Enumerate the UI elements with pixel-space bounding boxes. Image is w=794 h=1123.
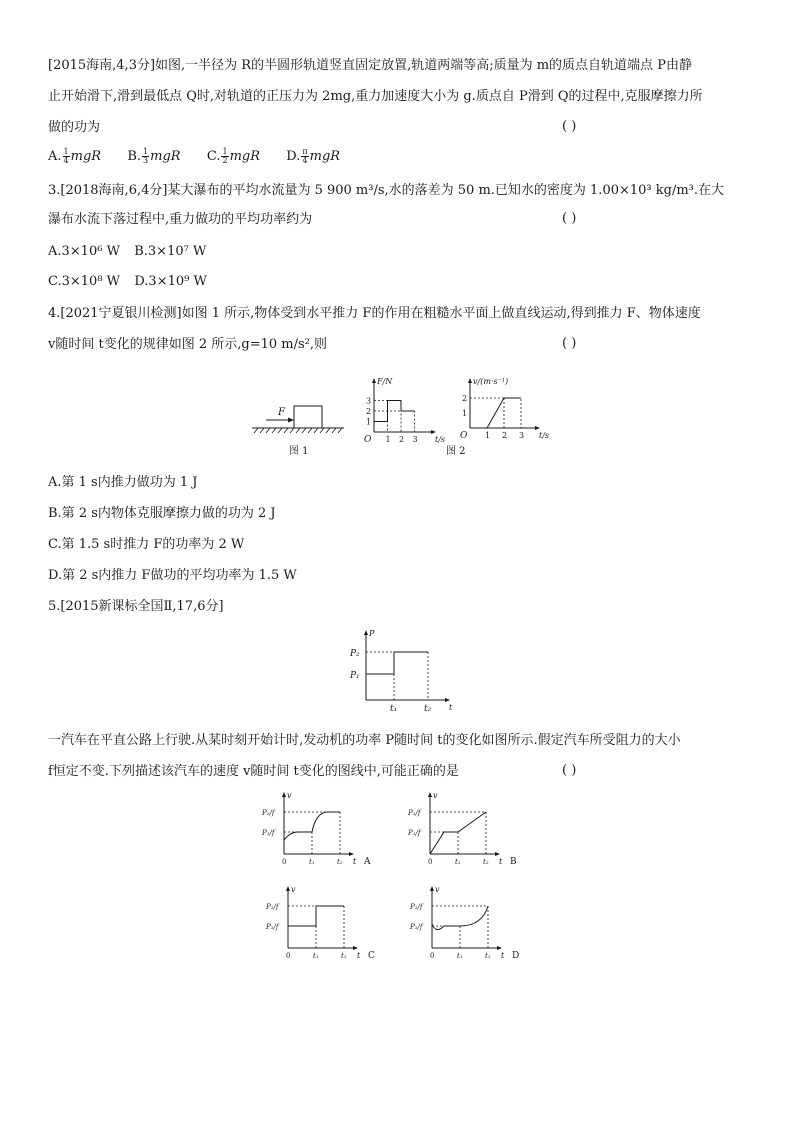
q2-line-2: 止开始滑下,滑到最低点 Q时,对轨道的正压力为 2mg,重力加速度大小为 g.质点自 P滑到 Q的过程中,克服摩擦力所 xyxy=(48,89,703,104)
x-axis-arrow xyxy=(445,698,450,702)
q2-option-b[interactable]: B. $\frac{1}{3}$ mgR xyxy=(127,147,181,165)
x-tick-label: 2 xyxy=(502,431,508,440)
y-tick-label: P₂/f xyxy=(408,809,421,817)
y-tick-label: P₁/f xyxy=(262,829,275,837)
y-tick-label: 3 xyxy=(366,396,372,406)
q3-options-row-2 xyxy=(48,273,207,291)
q4-fig2-caption: 图 2 xyxy=(446,446,466,457)
q5-option-c-chart[interactable] xyxy=(266,884,386,966)
x-axis-label: t xyxy=(449,703,453,712)
y-axis-arrow xyxy=(282,792,286,797)
x-axis-arrow xyxy=(497,946,502,950)
block xyxy=(294,406,322,428)
q2-line-3: 做的功为 xyxy=(48,120,101,135)
q4-ft-chart xyxy=(362,368,452,446)
q4-option-b[interactable]: B.第 2 s内物体克服摩擦力做的功为 2 J xyxy=(48,506,276,521)
y-axis-label: v/(m·s⁻¹) xyxy=(473,377,509,386)
x-tick-label: 0 xyxy=(282,858,287,866)
y-axis-label: v xyxy=(291,885,296,894)
power-line xyxy=(366,652,428,674)
y-axis-label: v xyxy=(435,885,440,894)
y-tick-label: 1 xyxy=(462,409,468,418)
x-tick-label: 0 xyxy=(428,858,433,866)
y-tick-label: 2 xyxy=(366,407,372,416)
y-tick-label: P₁/f xyxy=(408,829,421,837)
q3-options-row-1 xyxy=(48,243,206,261)
x-tick-label: 1 xyxy=(385,435,391,444)
q4-figure-1 xyxy=(248,398,348,438)
x-tick-label: t₂ xyxy=(483,858,489,866)
q3-option-a[interactable]: A.3×10⁶ W xyxy=(48,244,120,259)
x-tick-label: t₁ xyxy=(455,858,461,866)
q3-option-d[interactable]: D.3×10⁹ W xyxy=(134,274,207,289)
q5-pt-chart xyxy=(340,628,460,716)
x-tick-label: t₁ xyxy=(457,952,463,960)
y-tick-label: P₂ xyxy=(350,649,360,659)
y-axis-label: P xyxy=(369,629,375,638)
q5-text-1: 一汽车在平直公路上行驶.从某时刻开始计时,发动机的功率 P随时间 t的变化如图所示.假定汽车所受阻力的大小 xyxy=(48,733,681,748)
q5-option-d-chart[interactable] xyxy=(410,884,530,966)
q4-option-c[interactable]: C.第 1.5 s时推力 F的功率为 2 W xyxy=(48,537,245,552)
x-axis-label: t xyxy=(501,951,505,960)
y-axis-label: F/N xyxy=(377,377,393,386)
q4-fig1-caption: 图 1 xyxy=(289,446,309,457)
velocity-curve xyxy=(288,906,344,926)
x-axis-label: t xyxy=(357,951,361,960)
velocity-curve xyxy=(284,812,340,840)
velocity-line xyxy=(470,398,521,428)
q2-option-a[interactable]: A. $\frac{1}{4}$ mgR xyxy=(48,147,102,165)
force-label: F xyxy=(278,407,285,418)
x-axis-label: t/s xyxy=(435,435,446,444)
x-tick-label: t₂ xyxy=(337,858,343,866)
q4-option-a[interactable]: A.第 1 s内推力做功为 1 J xyxy=(48,475,198,490)
x-tick-label: 3 xyxy=(519,431,525,440)
x-tick-label: t₁ xyxy=(309,858,315,866)
x-axis-arrow xyxy=(431,430,436,434)
x-tick-label: t₂ xyxy=(485,952,491,960)
x-tick-label: 0 xyxy=(286,952,291,960)
y-tick-label: 2 xyxy=(462,394,468,403)
x-axis-arrow xyxy=(495,852,500,856)
x-axis-arrow xyxy=(535,426,540,430)
x-tick-label: 3 xyxy=(412,435,418,444)
x-tick-label: 1 xyxy=(485,431,491,440)
q5-line-1: 5.[2015新课标全国Ⅱ,17,6分] xyxy=(48,599,224,614)
y-axis-arrow xyxy=(468,378,472,383)
q4-option-d[interactable]: D.第 2 s内推力 F做功的平均功率为 1.5 W xyxy=(48,568,297,583)
x-tick-label: t₁ xyxy=(313,952,319,960)
option-letter: A xyxy=(364,857,371,867)
q3-option-c[interactable]: C.3×10⁸ W xyxy=(48,274,121,289)
q2-option-d[interactable]: D. $\frac{\pi}{4}$ mgR xyxy=(286,147,341,165)
x-axis-arrow xyxy=(353,946,358,950)
q4-line-2: v随时间 t变化的规律如图 2 所示,g=10 m/s²,则 xyxy=(48,337,327,352)
x-tick-label: t₂ xyxy=(424,704,432,714)
x-tick-label: 0 xyxy=(430,952,435,960)
y-axis-arrow xyxy=(286,886,290,891)
origin-label: O xyxy=(364,435,372,445)
q3-option-b[interactable]: B.3×10⁷ W xyxy=(134,244,207,259)
q3-line-2: 瀑布水流下落过程中,重力做功的平均功率约为 xyxy=(48,212,313,227)
origin-label: O xyxy=(460,431,468,441)
q5-text-2: f恒定不变.下列描述该汽车的速度 v随时间 t变化的图线中,可能正确的是 xyxy=(48,764,459,779)
y-axis-arrow xyxy=(364,630,368,635)
q5-answer-paren: ( ) xyxy=(562,763,577,778)
y-axis-arrow xyxy=(428,792,432,797)
q4-line-1: 4.[2021宁夏银川检测]如图 1 所示,物体受到水平推力 F的作用在粗糙水平面上做直线运动,得到推力 F、物体速度 xyxy=(48,306,701,321)
y-axis-arrow xyxy=(430,886,434,891)
q3-line-1: 3.[2018海南,6,4分]某大瀑布的平均水流量为 5 900 m³/s,水的落差为 50 m.已知水的密度为 1.00×10³ kg/m³.在大 xyxy=(48,183,725,198)
q2-options xyxy=(48,148,340,166)
x-axis-arrow xyxy=(349,852,354,856)
q5-option-a-chart[interactable] xyxy=(262,790,382,870)
y-axis-label: v xyxy=(433,791,438,800)
q2-answer-paren: ( ) xyxy=(562,119,577,134)
y-axis-label: v xyxy=(287,791,292,800)
option-letter: B xyxy=(510,857,517,867)
x-tick-label: t₂ xyxy=(341,952,347,960)
y-tick-label: P₁ xyxy=(350,671,360,681)
q4-answer-paren: ( ) xyxy=(562,336,577,351)
y-tick-label: P₁/f xyxy=(410,923,423,931)
q2-option-c[interactable]: C. $\frac{1}{2}$ mgR xyxy=(206,147,260,165)
y-tick-label: 1 xyxy=(366,417,372,427)
y-axis-arrow xyxy=(372,378,376,383)
y-tick-label: P₁/f xyxy=(266,923,279,931)
y-tick-label: P₂/f xyxy=(410,903,423,911)
y-tick-label: P₂/f xyxy=(266,903,279,911)
x-tick-label: 2 xyxy=(399,435,405,444)
x-axis-label: t xyxy=(499,857,503,866)
q5-option-b-chart[interactable] xyxy=(408,790,528,870)
x-axis-label: t xyxy=(353,857,357,866)
q3-answer-paren: ( ) xyxy=(562,211,577,226)
x-axis-label: t/s xyxy=(539,431,550,440)
q2-line-1: [2015海南,4,3分]如图,一半径为 R的半圆形轨道竖直固定放置,轨道两端等高;质量为 m的质点自轨道端点 P由静 xyxy=(48,58,692,73)
option-letter: D xyxy=(512,951,520,961)
q4-vt-chart xyxy=(458,366,548,446)
y-tick-label: P₂/f xyxy=(262,809,275,817)
x-tick-label: t₁ xyxy=(390,704,398,714)
option-letter: C xyxy=(368,951,375,961)
